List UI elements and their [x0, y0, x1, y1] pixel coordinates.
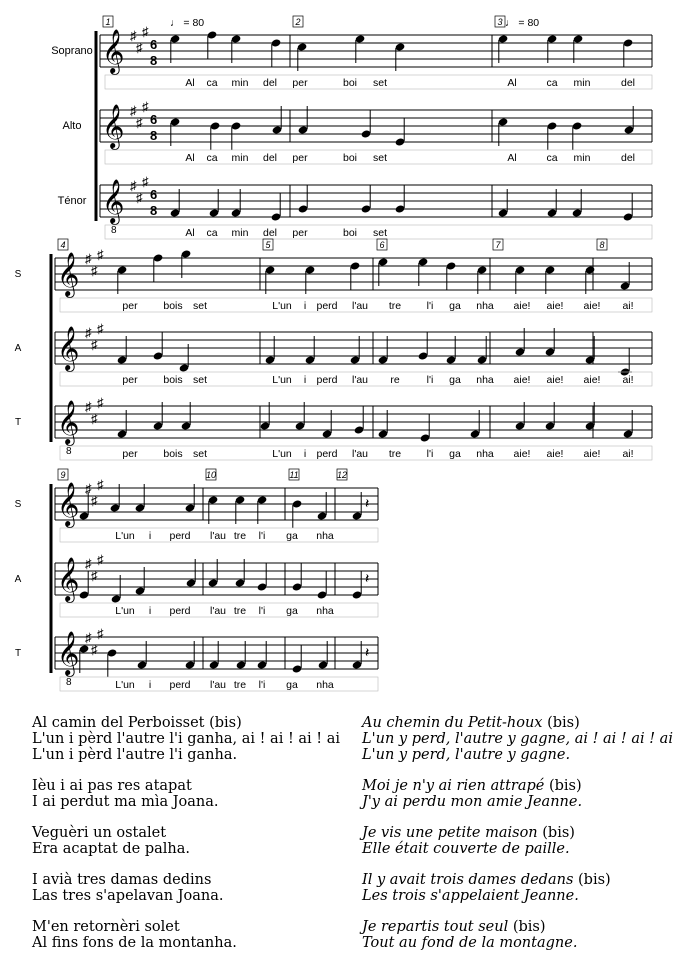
- lyric-syllable: aie!: [583, 300, 601, 312]
- sharp-icon: ♯: [85, 399, 92, 414]
- lyric-syllable: L'un: [272, 300, 292, 312]
- lyric-syllable: tre: [233, 679, 247, 691]
- lyric-syllable: per: [122, 300, 138, 312]
- lyric-syllable: ga: [449, 448, 461, 460]
- lyric-syllable: Al: [185, 77, 195, 89]
- measure-number: 8: [599, 240, 605, 250]
- lyric-syllable: ca: [546, 152, 558, 164]
- lyric-syllable: l'i: [258, 605, 266, 617]
- lyric-line: Je vis une petite maison (bis): [362, 825, 575, 841]
- octave-mark: 8: [111, 225, 117, 236]
- treble-clef-icon: 𝄞: [102, 106, 125, 148]
- stanza: [362, 715, 673, 763]
- lyric-syllable: i: [148, 679, 152, 691]
- treble-clef-icon: 𝄞: [57, 559, 80, 601]
- sharp-icon: ♯: [136, 190, 143, 205]
- measure-number: 7: [495, 240, 501, 250]
- treble-clef-icon: 𝄞: [102, 31, 125, 73]
- lyric-line: Il y avait trois dames dedans (bis): [362, 872, 611, 888]
- lyric-line: Era acaptat de palha.: [32, 841, 190, 857]
- lyric-syllable: bois: [163, 448, 183, 460]
- treble-clef-icon: 𝄞: [57, 402, 80, 444]
- octave-mark: 8: [66, 677, 72, 688]
- lyric-syllable: i: [148, 530, 152, 542]
- tempo-mark: ♩ = 80: [505, 17, 540, 29]
- lyric-syllable: l'i: [426, 374, 434, 386]
- lyric-syllable: ai!: [622, 448, 634, 460]
- lyric-syllable: Al: [507, 77, 517, 89]
- lyric-syllable: ga: [449, 374, 461, 386]
- lyric-syllable: Al: [507, 152, 517, 164]
- lyric-syllable: boi: [342, 227, 358, 239]
- lyric-syllable: aie!: [513, 448, 531, 460]
- measure-number: 5: [265, 240, 271, 250]
- lyric-syllable: re: [390, 374, 400, 386]
- lyric-line: Ièu i ai pas res atapat: [32, 778, 192, 794]
- lyric-syllable: Al: [185, 152, 195, 164]
- stanza: [362, 778, 673, 810]
- lyric-line: Je repartis tout seul (bis): [362, 919, 546, 935]
- lyric-line: Al camin del Perboisset (bis): [32, 715, 242, 731]
- time-sig-top: 6: [150, 112, 158, 127]
- stanza: [32, 872, 340, 904]
- tempo-mark: ♩ = 80: [170, 17, 205, 29]
- lyric-syllable: l'au: [209, 530, 227, 542]
- lyric-syllable: per: [292, 77, 308, 89]
- sharp-icon: ♯: [85, 556, 92, 571]
- lyric-line: L'un y perd, l'autre y gagne.: [362, 747, 571, 763]
- lyric-syllable: perd: [316, 448, 338, 460]
- sharp-icon: ♯: [85, 325, 92, 340]
- lyric-syllable: set: [372, 77, 388, 89]
- lyric-line: Au chemin du Petit-houx (bis): [362, 715, 580, 731]
- occitan-lyrics: [32, 715, 340, 966]
- lyric-syllable: ai!: [622, 300, 634, 312]
- voice-label: T: [14, 417, 22, 428]
- lyric-syllable: del: [262, 152, 278, 164]
- sharp-icon: ♯: [91, 642, 98, 657]
- staff: [55, 247, 652, 312]
- measure-number: 9: [60, 470, 66, 480]
- lyric-syllable: del: [262, 227, 278, 239]
- lyric-syllable: min: [573, 152, 591, 164]
- stanza: [362, 872, 673, 904]
- sharp-icon: ♯: [85, 251, 92, 266]
- lyric-syllable: l'i: [258, 679, 266, 691]
- voice-label: A: [14, 574, 22, 585]
- lyric-syllable: perd: [169, 605, 191, 617]
- lyric-line: Elle était couverte de paille.: [362, 841, 570, 857]
- sharp-icon: ♯: [97, 395, 104, 410]
- stanza: [32, 825, 340, 857]
- lyric-syllable: i: [303, 374, 307, 386]
- lyric-syllable: l'i: [258, 530, 266, 542]
- stanza: [32, 919, 340, 951]
- lyric-line: Veguèri un ostalet: [32, 825, 167, 841]
- lyric-line: Moi je n'y ai rien attrapé (bis): [362, 778, 582, 794]
- staff: [100, 174, 652, 239]
- measure-number: 11: [289, 470, 299, 480]
- lyric-syllable: ca: [206, 152, 218, 164]
- time-sig-bottom: 8: [150, 203, 158, 218]
- lyric-syllable: l'au: [351, 374, 369, 386]
- measure-number: 12: [336, 470, 348, 480]
- measure-number: 3: [497, 17, 503, 27]
- staff: [55, 395, 652, 460]
- measure-number: 6: [379, 240, 385, 250]
- lyric-syllable: aie!: [583, 374, 601, 386]
- lyric-syllable: per: [122, 374, 138, 386]
- lyric-syllable: aie!: [546, 300, 564, 312]
- lyric-syllable: del: [620, 77, 636, 89]
- lyric-syllable: aie!: [513, 300, 531, 312]
- lyric-syllable: Al: [185, 227, 195, 239]
- lyric-syllable: ga: [449, 300, 461, 312]
- measure-number: 10: [205, 470, 217, 480]
- lyric-syllable: set: [372, 227, 388, 239]
- sharp-icon: ♯: [85, 630, 92, 645]
- stanza: [32, 715, 340, 763]
- voice-label: Alto: [62, 120, 82, 132]
- lyric-syllable: boi: [342, 77, 358, 89]
- staff: [100, 99, 652, 164]
- lyric-line: L'un y perd, l'autre y gagne, ai ! ai ! ai ! ai: [362, 731, 673, 747]
- sharp-icon: ♯: [97, 477, 104, 492]
- lyric-line: I avià tres damas dedins: [32, 872, 212, 888]
- sharp-icon: ♯: [91, 337, 98, 352]
- lyric-syllable: bois: [163, 300, 183, 312]
- lyric-syllable: min: [231, 227, 249, 239]
- lyric-syllable: tre: [388, 300, 402, 312]
- voice-label: S: [14, 499, 22, 510]
- lyric-line: Tout au fond de la montagne.: [362, 935, 578, 951]
- staff: [55, 321, 652, 386]
- lyric-syllable: boi: [342, 152, 358, 164]
- sharp-icon: ♯: [91, 411, 98, 426]
- staff: [100, 24, 652, 89]
- sharp-icon: ♯: [97, 247, 104, 262]
- lyric-syllable: ga: [286, 530, 298, 542]
- lyric-syllable: i: [303, 300, 307, 312]
- lyric-line: J'y ai perdu mon amie Jeanne.: [362, 794, 583, 810]
- lyric-syllable: ga: [286, 679, 298, 691]
- lyric-syllable: L'un: [272, 374, 292, 386]
- lyric-syllable: l'au: [351, 300, 369, 312]
- lyric-syllable: nha: [476, 374, 494, 386]
- rest-icon: 𝄽: [365, 570, 370, 586]
- lyric-syllable: ga: [286, 605, 298, 617]
- treble-clef-icon: 𝄞: [57, 254, 80, 296]
- time-sig-bottom: 8: [150, 53, 158, 68]
- sharp-icon: ♯: [85, 481, 92, 496]
- lyric-syllable: set: [372, 152, 388, 164]
- french-lyrics: [362, 715, 673, 966]
- rest-icon: 𝄽: [365, 495, 370, 511]
- lyric-syllable: l'i: [426, 300, 434, 312]
- lyric-syllable: aie!: [513, 374, 531, 386]
- lyric-syllable: L'un: [115, 605, 135, 617]
- staff: [55, 552, 378, 617]
- lyric-syllable: aie!: [546, 374, 564, 386]
- time-sig-top: 6: [150, 37, 158, 52]
- lyric-syllable: L'un: [115, 530, 135, 542]
- lyric-syllable: l'i: [426, 448, 434, 460]
- measure-number: 1: [105, 17, 111, 27]
- lyric-line: L'un i pèrd l'autre l'i ganha, ai ! ai ! ai ! ai: [32, 731, 340, 747]
- stanza: [362, 919, 673, 951]
- lyric-syllable: bois: [163, 374, 183, 386]
- lyric-syllable: tre: [233, 530, 247, 542]
- lyric-syllable: l'au: [209, 679, 227, 691]
- sharp-icon: ♯: [130, 103, 137, 118]
- lyric-syllable: del: [620, 152, 636, 164]
- stanza: [362, 825, 673, 857]
- measure-number: 4: [60, 240, 66, 250]
- staff: [55, 477, 378, 542]
- voice-label: A: [14, 343, 22, 354]
- lyric-syllable: perd: [316, 300, 338, 312]
- lyric-syllable: per: [292, 227, 308, 239]
- lyric-syllable: nha: [316, 530, 334, 542]
- sharp-icon: ♯: [130, 28, 137, 43]
- sharp-icon: ♯: [91, 568, 98, 583]
- lyric-syllable: ai!: [622, 374, 634, 386]
- lyric-syllable: L'un: [272, 448, 292, 460]
- lyric-syllable: perd: [316, 374, 338, 386]
- time-sig-top: 6: [150, 187, 158, 202]
- lyric-line: Al fins fons de la montanha.: [32, 935, 237, 951]
- octave-mark: 8: [66, 446, 72, 457]
- treble-clef-icon: 𝄞: [102, 181, 125, 223]
- lyric-syllable: nha: [476, 300, 494, 312]
- lyric-syllable: del: [262, 77, 278, 89]
- treble-clef-icon: 𝄞: [57, 633, 80, 675]
- lyric-syllable: l'au: [351, 448, 369, 460]
- lyric-syllable: aie!: [546, 448, 564, 460]
- lyric-syllable: i: [148, 605, 152, 617]
- voice-label: T: [14, 648, 22, 659]
- voice-label: S: [14, 269, 22, 280]
- voice-label: Ténor: [57, 195, 87, 207]
- rest-icon: 𝄽: [365, 644, 370, 660]
- staff: [55, 626, 378, 691]
- sharp-icon: ♯: [97, 321, 104, 336]
- lyric-syllable: min: [573, 77, 591, 89]
- lyric-syllable: set: [192, 300, 208, 312]
- stanza: [32, 778, 340, 810]
- lyric-syllable: per: [292, 152, 308, 164]
- sharp-icon: ♯: [142, 99, 149, 114]
- lyric-syllable: set: [192, 374, 208, 386]
- lyric-syllable: tre: [233, 605, 247, 617]
- lyric-line: Las tres s'apelavan Joana.: [32, 888, 224, 904]
- sharp-icon: ♯: [130, 178, 137, 193]
- sharp-icon: ♯: [136, 40, 143, 55]
- sharp-icon: ♯: [91, 493, 98, 508]
- lyric-line: I ai perdut ma mìa Joana.: [32, 794, 219, 810]
- sharp-icon: ♯: [91, 263, 98, 278]
- lyric-syllable: set: [192, 448, 208, 460]
- sharp-icon: ♯: [142, 24, 149, 39]
- treble-clef-icon: 𝄞: [57, 328, 80, 370]
- voice-label: Soprano: [51, 45, 93, 57]
- lyric-syllable: nha: [476, 448, 494, 460]
- lyric-line: Les trois s'appelaient Jeanne.: [362, 888, 579, 904]
- lyric-syllable: i: [303, 448, 307, 460]
- lyric-syllable: L'un: [115, 679, 135, 691]
- lyric-syllable: nha: [316, 605, 334, 617]
- lyric-syllable: perd: [169, 679, 191, 691]
- lyric-syllable: ca: [206, 227, 218, 239]
- lyric-syllable: l'au: [209, 605, 227, 617]
- sharp-icon: ♯: [136, 115, 143, 130]
- lyric-syllable: nha: [316, 679, 334, 691]
- sharp-icon: ♯: [97, 552, 104, 567]
- sharp-icon: ♯: [142, 174, 149, 189]
- time-sig-bottom: 8: [150, 128, 158, 143]
- lyric-syllable: ca: [546, 77, 558, 89]
- sharp-icon: ♯: [97, 626, 104, 641]
- lyric-syllable: min: [231, 77, 249, 89]
- lyric-syllable: per: [122, 448, 138, 460]
- measure-number: 2: [295, 17, 301, 27]
- treble-clef-icon: 𝄞: [57, 484, 80, 526]
- lyric-syllable: min: [231, 152, 249, 164]
- lyric-syllable: aie!: [583, 448, 601, 460]
- lyric-syllable: ca: [206, 77, 218, 89]
- lyric-syllable: tre: [388, 448, 402, 460]
- lyric-line: M'en retornèri solet: [32, 919, 180, 935]
- lyric-line: L'un i pèrd l'autre l'i ganha.: [32, 747, 238, 763]
- lyric-syllable: perd: [169, 530, 191, 542]
